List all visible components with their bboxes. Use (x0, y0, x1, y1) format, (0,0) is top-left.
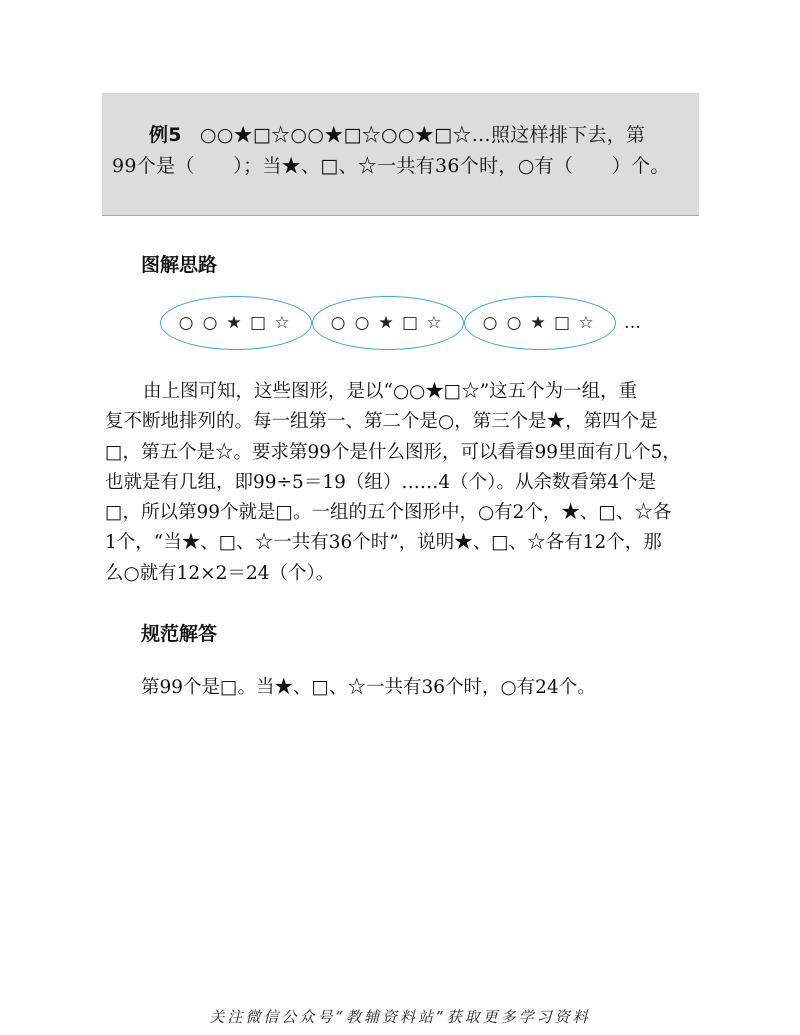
explanation-line: 由上图可知，这些图形，是以“○○★□☆”这五个为一组，重 (143, 381, 638, 402)
footer-note: 关注微信公众号“教辅资料站”获取更多学习资料 (209, 1008, 591, 1026)
example-label: 例5 (149, 124, 182, 146)
shape-white-star: ☆ (426, 313, 442, 333)
shape-circle: ○ (202, 313, 218, 333)
problem-line-1 (112, 120, 687, 151)
answer-text: 第99个是□。当★、□、☆一共有36个时，○有24个。 (141, 677, 596, 698)
explanation-line: □，所以第99个就是□。一组的五个图形中，○有2个，★、□、☆各 (105, 502, 672, 524)
explanation-paragraph (105, 377, 705, 589)
answer-heading: 规范解答 (141, 623, 218, 645)
problem-text-1: ○○★□☆○○★□☆○○★□☆…照这样排下去，第 (199, 124, 646, 146)
diagram-heading: 图解思路 (141, 254, 218, 276)
group-3-shapes (478, 310, 598, 336)
shape-square: □ (249, 313, 267, 333)
explanation-line: 1个，“当★、□、☆一共有36个时”，说明★、□、☆各有12个，那 (105, 532, 662, 554)
problem-text-2: 99个是（ ）；当★、□、☆一共有36个时，○有（ ）个。 (112, 155, 670, 177)
shape-white-star: ☆ (274, 313, 290, 333)
group-2-shapes (326, 310, 446, 336)
shape-white-star: ☆ (578, 313, 594, 333)
shape-circle: ○ (178, 313, 194, 333)
problem-box (102, 93, 699, 216)
shape-circle: ○ (354, 313, 370, 333)
shape-circle: ○ (330, 313, 346, 333)
shape-black-star: ★ (226, 313, 242, 333)
explanation-line: 也就是有几组，即99÷5＝19（组）……4（个）。从余数看第4个是 (105, 471, 657, 493)
shape-square: □ (401, 313, 419, 333)
explanation-line: 复不断地排列的。每一组第一、第二个是○，第三个是★，第四个是 (105, 411, 658, 433)
shape-black-star: ★ (530, 313, 546, 333)
shape-circle: ○ (506, 313, 522, 333)
pattern-diagram (150, 296, 670, 356)
shape-square: □ (553, 313, 571, 333)
shape-circle: ○ (482, 313, 498, 333)
explanation-line: 么○就有12×2＝24（个）。 (105, 562, 335, 584)
explanation-line: □，第五个是☆。要求第99个是什么图形，可以看看99里面有几个5， (105, 441, 681, 463)
group-1-shapes (174, 310, 294, 336)
pattern-ellipsis: … (624, 313, 641, 333)
shape-black-star: ★ (378, 313, 394, 333)
